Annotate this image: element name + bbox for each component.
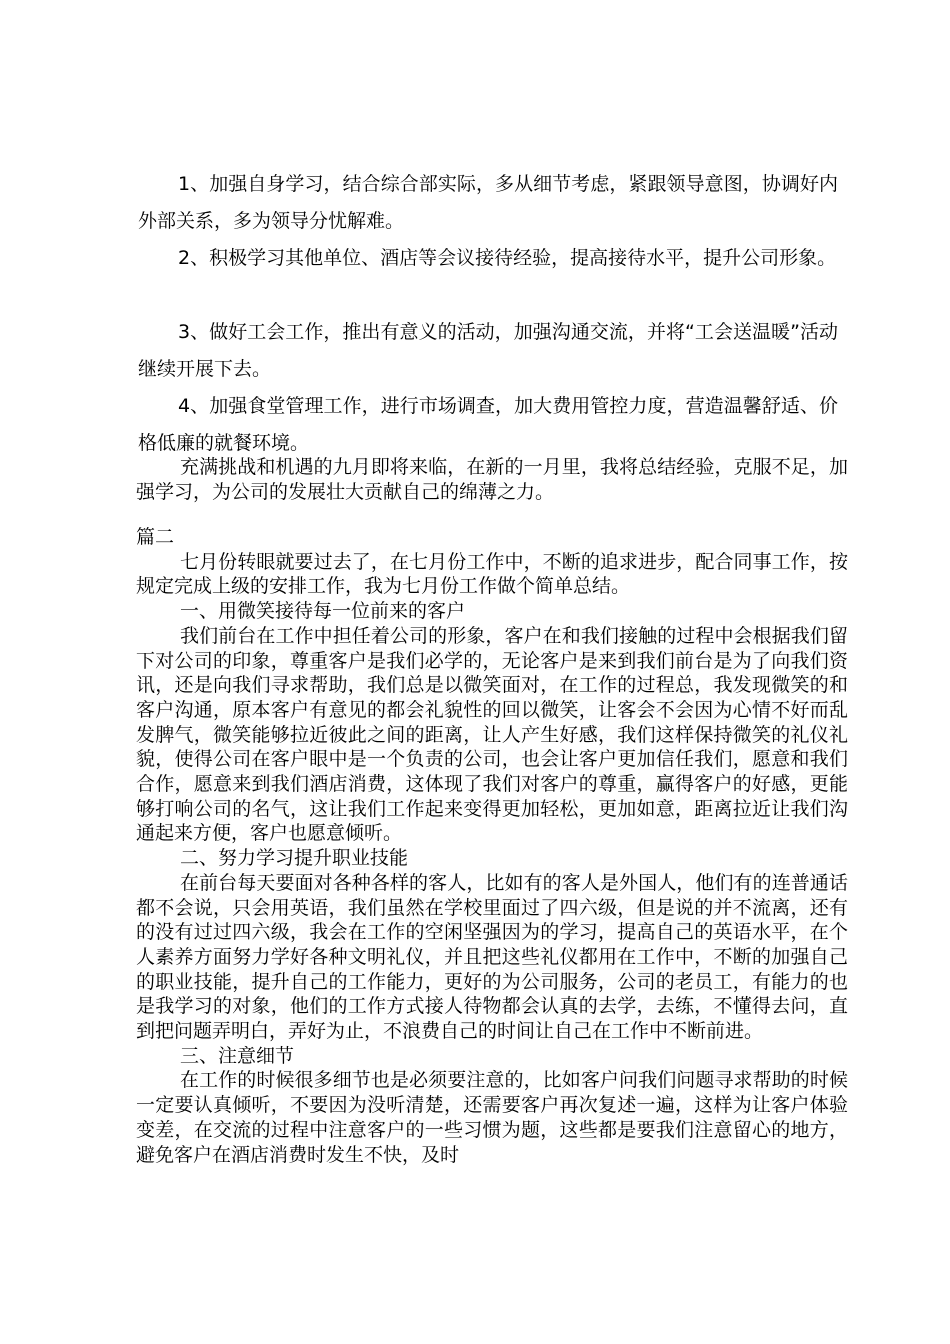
section-title: 篇二 (136, 526, 175, 548)
heading-skills: 二、努力学习提升职业技能 (180, 847, 409, 870)
list-item-4: 4、加强食堂管理工作，进行市场调查，加大费用管控力度，营造温馨舒适、价格低廉的就餐环境。 (138, 395, 838, 454)
paragraph-smile: 我们前台在工作中担任着公司的形象，客户在和我们接触的过程中会根据我们留下对公司的印象，尊重客户是我们必学的，无论客户是来到我们前台是为了向我们资讯，还是向我们寻求帮助，我们总是以微笑面对，在工作的过程总，我发现微笑的和客户沟通，原本客户有意见的都会礼貌性的回以微笑，让客会不会因为心情不好而乱发脾气，微笑能够拉近彼此之间的距离，让人产生好感，我们这样保持微笑的礼仪礼貌，使得公司在客户眼中是一个负责的公司，也会让客户更加信任我们，愿意和我们合作，愿意来到我们酒店消费，这体现了我们对客户的尊重，赢得客户的好感，更能够打响公司的名气，这让我们工作起来变得更加轻松，更加如意，距离拉近让我们沟通起来方便，客户也愿意倾听。 (136, 624, 848, 845)
heading-smile: 一、用微笑接待每一位前来的客户 (180, 600, 466, 623)
section-two (136, 525, 848, 1167)
heading-details: 三、注意细节 (180, 1044, 295, 1067)
list-item-3: 3、做好工会工作，推出有意义的活动，加强沟通交流，并将“工会送温暖”活动继续开展下去。 (138, 321, 838, 380)
paragraph-details: 在工作的时候很多细节也是必须要注意的，比如客户问我们问题寻求帮助的时候一定要认真倾听，不要因为没听清楚，还需要客户再次复述一遍，这样为让客户体验变差，在交流的过程中注意客户的一些习惯为题，这些都是要我们注意留心的地方，避免客户在酒店消费时发生不快，及时 (136, 1069, 848, 1166)
section-intro: 七月份转眼就要过去了，在七月份工作中，不断的追求进步，配合同事工作，按规定完成上级的安排工作，我为七月份工作做个简单总结。 (136, 550, 848, 598)
closing-paragraph: 充满挑战和机遇的九月即将来临，在新的一月里，我将总结经验，克服不足，加强学习，为公司的发展壮大贡献自己的绵薄之力。 (136, 456, 848, 503)
list-item-2: 2、积极学习其他单位、酒店等会议接待经验，提高接待水平，提升公司形象。 (178, 247, 837, 269)
list-item-1: 1、加强自身学习，结合综合部实际，多从细节考虑，紧跟领导意图，协调好内外部关系，多为领导分忧解难。 (138, 173, 838, 232)
paragraph-skills: 在前台每天要面对各种各样的客人，比如有的客人是外国人，他们有的连普通话都不会说，只会用英语，我们虽然在学校里面过了四六级，但是说的并不流离，还有的没有过过四六级，我会在工作的空闲坚强因为的学习，提高自己的英语水平，在个人素养方面努力学好各种文明礼仪，并且把这些礼仪都用在工作中，不断的加强自己的职业技能，提升自己的工作能力，更好的为公司服务，公司的老员工，有能力的也是我学习的对象，他们的工作方式接人待物都会认真的去学，去练，不懂得去问，直到把问题弄明白，弄好为止，不浪费自己的时间让自己在工作中不断前进。 (136, 871, 848, 1043)
